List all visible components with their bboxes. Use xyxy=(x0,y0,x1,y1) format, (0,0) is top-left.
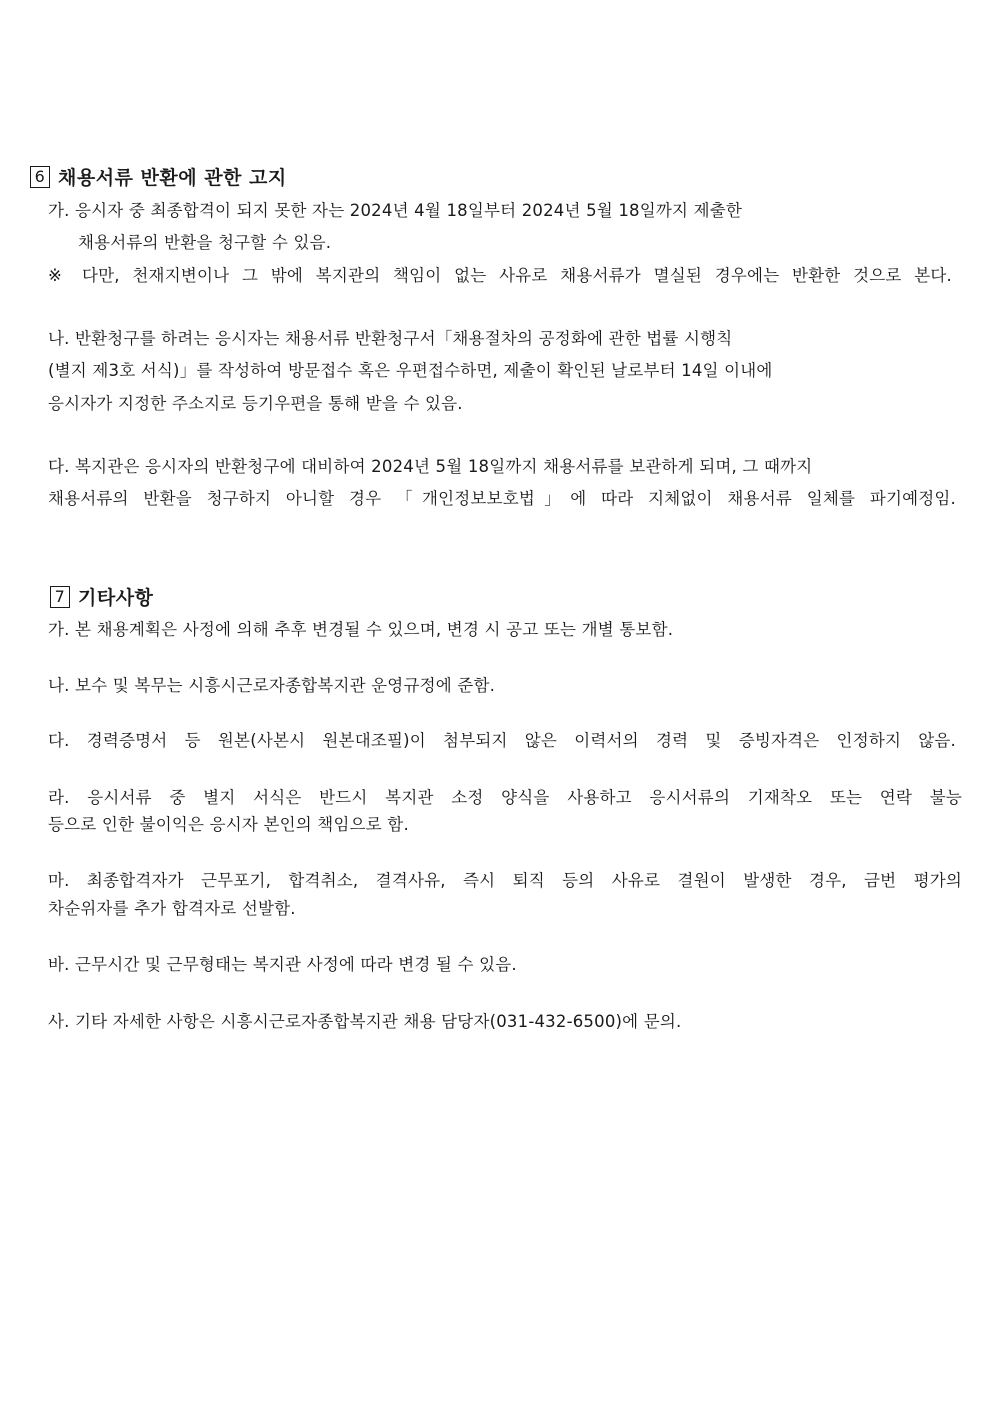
section-6-note: ※ 다만, 천재지변이나 그 밖에 복지관의 책임이 없는 사유로 채용서류가 멸실된 경우에는 반환한 것으로 본다. xyxy=(48,266,952,285)
section-7-item-ba: 바. 근무시간 및 근무형태는 복지관 사정에 따라 변경 될 수 있음. xyxy=(48,955,517,974)
section-7-number-box: 7 xyxy=(50,586,70,608)
section-6-item-na-line-2: (별지 제3호 서식)」를 작성하여 방문접수 혹은 우편접수하면, 제출이 확인된 날로부터 14일 이내에 xyxy=(48,361,773,380)
section-7-item-ga: 가. 본 채용계획은 사정에 의해 추후 변경될 수 있으며, 변경 시 공고 또는 개별 통보함. xyxy=(48,620,674,639)
section-6-item-da-line-2: 채용서류의 반환을 청구하지 아니할 경우 「개인정보보호법」에 따라 지체없이 채용서류 일체를 파기예정임. xyxy=(48,489,956,508)
section-6-item-na-line-1: 나. 반환청구를 하려는 응시자는 채용서류 반환청구서「채용절차의 공정화에 관한 법률 시행칙 xyxy=(48,329,733,348)
section-7-heading xyxy=(50,583,153,610)
section-6-number-box: 6 xyxy=(30,166,50,188)
section-6-item-ga-line-2: 채용서류의 반환을 청구할 수 있음. xyxy=(78,233,332,252)
section-6-heading xyxy=(30,163,287,190)
section-7-item-ma-line-1: 마. 최종합격자가 근무포기, 합격취소, 결격사유, 즉시 퇴직 등의 사유로 결원이 발생한 경우, 금번 평가의 xyxy=(48,871,962,890)
section-6-title: 채용서류 반환에 관한 고지 xyxy=(58,167,287,189)
section-6-item-da-line-1: 다. 복지관은 응시자의 반환청구에 대비하여 2024년 5월 18일까지 채용서류를 보관하게 되며, 그 때까지 xyxy=(48,457,813,476)
section-7-title: 기타사항 xyxy=(78,587,154,609)
section-6-item-na-line-3: 응시자가 지정한 주소지로 등기우편을 통해 받을 수 있음. xyxy=(48,394,463,413)
section-7-item-ra-line-1: 라. 응시서류 중 별지 서식은 반드시 복지관 소정 양식을 사용하고 응시서류의 기재착오 또는 연락 불능 xyxy=(48,788,962,807)
section-7-item-ma-line-2: 차순위자를 추가 합격자로 선발함. xyxy=(48,899,296,918)
section-7-item-sa: 사. 기타 자세한 사항은 시흥시근로자종합복지관 채용 담당자(031-432-6500)에 문의. xyxy=(48,1012,682,1031)
section-7-item-da: 다. 경력증명서 등 원본(사본시 원본대조필)이 첨부되지 않은 이력서의 경력 및 증빙자격은 인정하지 않음. xyxy=(48,731,956,750)
section-6-item-ga-line-1: 가. 응시자 중 최종합격이 되지 못한 자는 2024년 4월 18일부터 2024년 5월 18일까지 제출한 xyxy=(48,201,743,220)
section-7-item-na: 나. 보수 및 복무는 시흥시근로자종합복지관 운영규정에 준함. xyxy=(48,676,496,695)
section-7-item-ra-line-2: 등으로 인한 불이익은 응시자 본인의 책임으로 함. xyxy=(48,815,409,834)
